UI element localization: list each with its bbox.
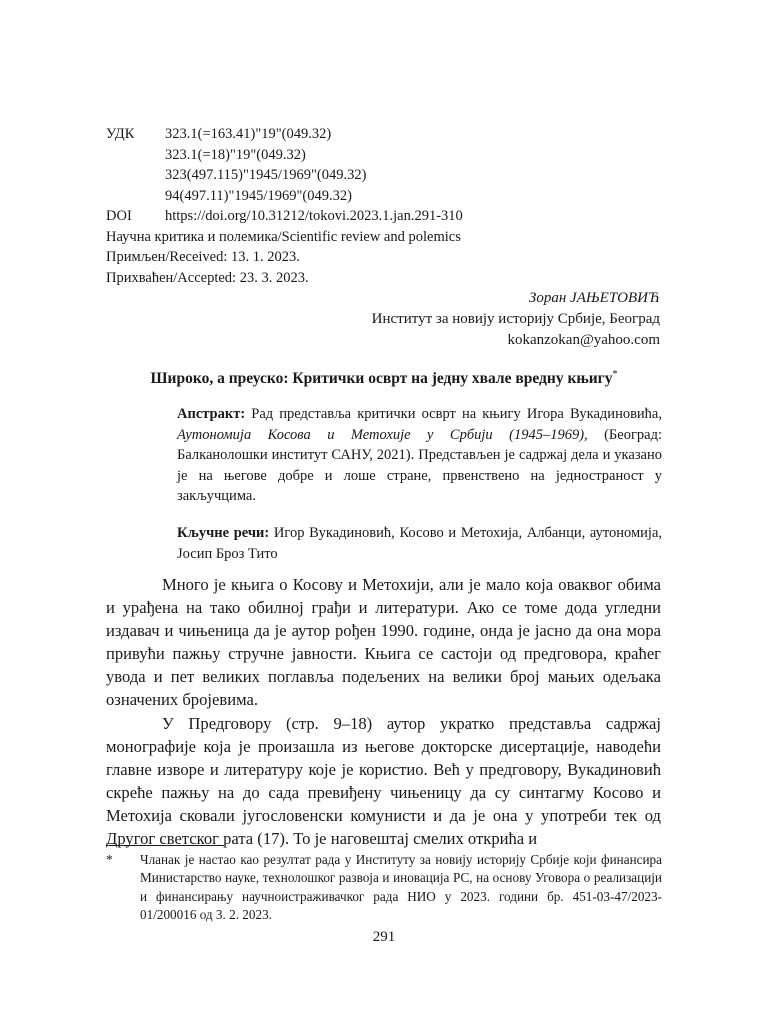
udk-code: 323.1(=163.41)"19"(049.32) [165, 126, 332, 142]
article-metadata [106, 124, 666, 288]
footnote-divider [106, 845, 224, 846]
doi-row [106, 206, 666, 227]
received-date: Примљен/Received: 13. 1. 2023. [106, 249, 300, 265]
udk-label: УДК [106, 126, 135, 142]
keywords-text: Игор Вукадиновић, Косово и Метохија, Албанци, аутономија, Јосип Броз Тито [177, 524, 663, 562]
footnote-text: Чланак је настао као резултат рада у Институту за новију историју Србије који финансира Министарство науке, технолошког развоја и иновација РС, на основу Уговора о реализацији и финансирању научноистраживачког рада НИО у 2023. години бр. 451-03-47/2023-01/200016 од 3. 2. 2023. [140, 852, 662, 922]
body-paragraph: У Предговору (стр. 9–18) аутор укратко представља садржај монографије која је произашла из његове докторске дисертације, наводећи главне изворе и литературу које је користио. Већ у предговору, Вукадиновић скреће пажњу на до сада превиђену чињеницу да су синтагму Косово и Метохија сковали југословенски комунисти и да је она у употреби тек од Другог светског рата (17). То је наговештај смелих открића и [106, 713, 661, 849]
udk-codes [165, 124, 366, 206]
article-category: Научна критика и полемика/Scientific review and polemics [106, 228, 461, 245]
author-email[interactable]: kokanzokan@yahoo.com [507, 332, 660, 348]
abstract-text: Рад представља критички осврт на књигу Игора Вукадиновића, [251, 406, 662, 422]
udk-code: 323.1(=18)"19"(049.32) [165, 146, 306, 163]
abstract-label: Апстракт: [177, 406, 246, 422]
abstract-text-end: (Београд: Балканолошки институт САНУ, 2021). Представљен је садржај дела и указано је на његове добре и лоше стране, првенствено на једностраност у закључцима. [177, 426, 662, 505]
article-title [0, 369, 768, 388]
page-number: 291 [372, 929, 396, 945]
article-title-text: Широко, а преуско: Критички осврт на једну хвале вредну књигу [150, 370, 613, 388]
abstract-block [177, 404, 662, 564]
doi-link[interactable]: https://doi.org/10.31212/tokovi.2023.1.jan.291-310 [165, 208, 463, 224]
footnote [106, 851, 662, 924]
footnote-reference[interactable]: * [612, 369, 618, 380]
author-name: Зоран ЈАЊЕТОВИЋ [528, 290, 660, 306]
keywords-paragraph [177, 523, 662, 564]
keywords-label: Кључне речи: [177, 524, 270, 541]
footnote-mark: * [106, 852, 113, 867]
abstract-paragraph [177, 404, 662, 507]
accepted-date: Прихваћен/Accepted: 23. 3. 2023. [106, 269, 309, 286]
author-block [372, 288, 660, 351]
body-text [106, 573, 661, 850]
doi-label: DOI [106, 208, 132, 224]
book-title: Аутономија Косова и Метохије у Србији (1945–1969), [177, 426, 588, 443]
udk-code: 94(497.11)"1945/1969"(049.32) [165, 187, 352, 204]
body-paragraph: Много је књига о Косову и Метохији, али је мало која оваквог обима и урађена на тако обилној грађи и литератури. Ако се томе дода угледни издавач и чињеница да је аутор рођен 1990. године, онда је јасно да она мора привући пажњу стручне јавности. Књига се састоји од предговора, краћег увода и пет великих поглавља подељених на велики број мањих одељака означених бројевима. [106, 575, 661, 710]
udk-code: 323(497.115)"1945/1969"(049.32) [165, 167, 367, 183]
author-institution: Институт за новију историју Србије, Београд [371, 311, 660, 327]
udk-row [106, 124, 666, 206]
